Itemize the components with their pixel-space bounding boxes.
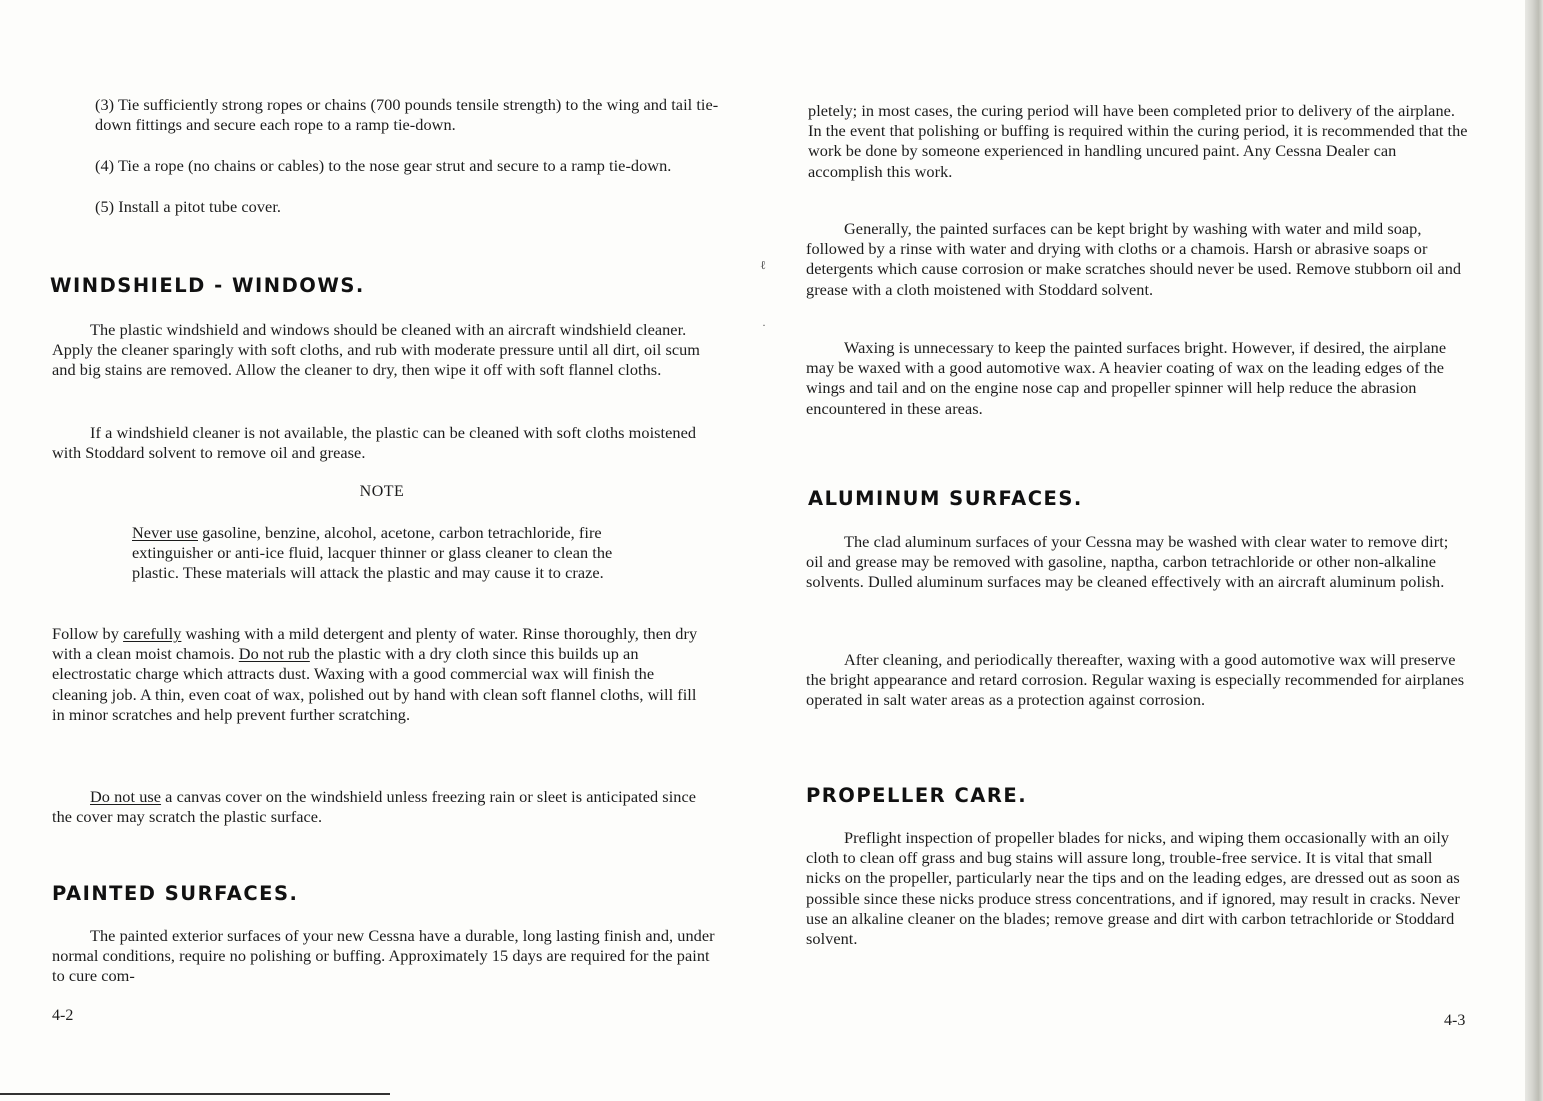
scan-speck: ℓ — [760, 258, 766, 272]
page-number-right: 4-3 — [1444, 1012, 1466, 1029]
list-item-4: (4) Tie a rope (no chains or cables) to the nose gear strut and secure to a ramp tie-down. — [95, 156, 672, 175]
propeller-paragraph-1: Preflight inspection of propeller blades for nicks, and wiping them occasionally with an oily cloth to clean off grass and bug stains will assure long, trouble-free service. It is vital that small nicks on the propeller, particularly near the tips and on the leading edges, are dressed out as soon as possible since these nicks produce stress concentrations, and if ignored, may result in cracks. Never use an alkaline cleaner on the blades; remove grease and dirt with carbon tetrachloride or Stoddard solvent. — [806, 828, 1460, 949]
note-label: NOTE — [359, 483, 405, 500]
p3-emphasis-do-not-rub: Do not rub — [238, 644, 310, 664]
p4-text: a canvas cover on the windshield unless freezing rain or sleet is anticipated since the cover may scratch the plastic surface. — [52, 787, 697, 827]
aluminum-heading: ALUMINUM SURFACES. — [808, 487, 1083, 510]
painted-continued-paragraph: pletely; in most cases, the curing period will have been completed prior to delivery of the airplane. In the event that polishing or buffing is required within the curing period, it is recommended that the work be done by someone experienced in handling uncured paint. Any Cessna Dealer can accomplish this work. — [808, 101, 1468, 181]
scan-binding-edge — [1525, 0, 1543, 1101]
aluminum-paragraph-1: The clad aluminum surfaces of your Cessna may be washed with clear water to remove dirt; oil and grease may be removed with gasoline, naptha, carbon tetrachloride or other non-alkaline solvents. Dulled aluminum surfaces may be cleaned effectively with an aircraft aluminum polish. — [806, 532, 1449, 592]
windshield-heading: WINDSHIELD - WINDOWS. — [50, 274, 365, 297]
p3-emphasis-carefully: carefully — [123, 624, 182, 643]
p3-text-a: Follow by — [52, 624, 124, 643]
painted-heading: PAINTED SURFACES. — [52, 882, 299, 905]
windshield-paragraph-1: The plastic windshield and windows should be cleaned with an aircraft windshield cleaner. Apply the cleaner sparingly with soft cloths, and rub with moderate pressure until all dirt, oil scum and big stains are removed. Allow the cleaner to dry, then wipe it off with soft flannel cloths. — [52, 320, 701, 380]
scan-bottom-edge — [0, 1093, 390, 1095]
p4-emphasis: Do not use — [90, 787, 162, 806]
page-number-left: 4-2 — [52, 1007, 74, 1024]
p3-text-b: washing with a mild detergent and plenty of water. Rinse thoroughly, then dry with a clean moist chamois. — [52, 624, 698, 664]
windshield-paragraph-2: If a windshield cleaner is not available, the plastic can be cleaned with soft cloths moistened with Stoddard solvent to remove oil and grease. — [52, 423, 697, 463]
note-text: gasoline, benzine, alcohol, acetone, carbon tetrachloride, fire extinguisher or anti-ice fluid, lacquer thinner or glass cleaner to clean the plastic. These materials will attack the plastic and may cause it to craze. — [132, 523, 613, 583]
note-emphasis: Never use — [132, 523, 198, 542]
p3-text-c: the plastic with a dry cloth since this builds up an electrostatic charge which attracts dust. Waxing with a good commercial wax will finish the cleaning job. A thin, even coat of wax, polished out by hand with clean soft flannel cloths, will fill in minor scratches and help prevent further scratching. — [52, 644, 697, 724]
list-item-3: (3) Tie sufficiently strong ropes or chains (700 pounds tensile strength) to the wing and tail tie-down fittings and secure each rope to a ramp tie-down. — [95, 95, 719, 135]
aluminum-paragraph-2: After cleaning, and periodically thereafter, waxing with a good automotive wax will preserve the bright appearance and retard corrosion. Regular waxing is especially recommended for airplanes operated in salt water areas as a protection against corrosion. — [806, 650, 1465, 710]
scan-speck: · — [762, 318, 766, 332]
painted-generally-paragraph: Generally, the painted surfaces can be kept bright by washing with water and mild soap, followed by a rinse with water and drying with cloths or a chamois. Harsh or abrasive soaps or detergents which cause corrosion or make scratches should never be used. Remove stubborn oil and grease with a cloth moistened with Stoddard solvent. — [806, 219, 1462, 299]
propeller-heading: PROPELLER CARE. — [806, 784, 1028, 807]
painted-waxing-paragraph: Waxing is unnecessary to keep the painted surfaces bright. However, if desired, the airplane may be waxed with a good automotive wax. A heavier coating of wax on the leading edges of the wings and tail and on the engine nose cap and propeller spinner will help reduce the abrasion encountered in these areas. — [806, 338, 1447, 418]
windshield-paragraph-4 — [52, 787, 712, 827]
windshield-paragraph-3 — [52, 624, 712, 725]
painted-paragraph-1: The painted exterior surfaces of your new Cessna have a durable, long lasting finish and, under normal conditions, require no polishing or buffing. Approximately 15 days are required for the paint to cure com- — [52, 926, 715, 986]
note-paragraph — [132, 523, 662, 584]
list-item-5: (5) Install a pitot tube cover. — [95, 197, 282, 216]
